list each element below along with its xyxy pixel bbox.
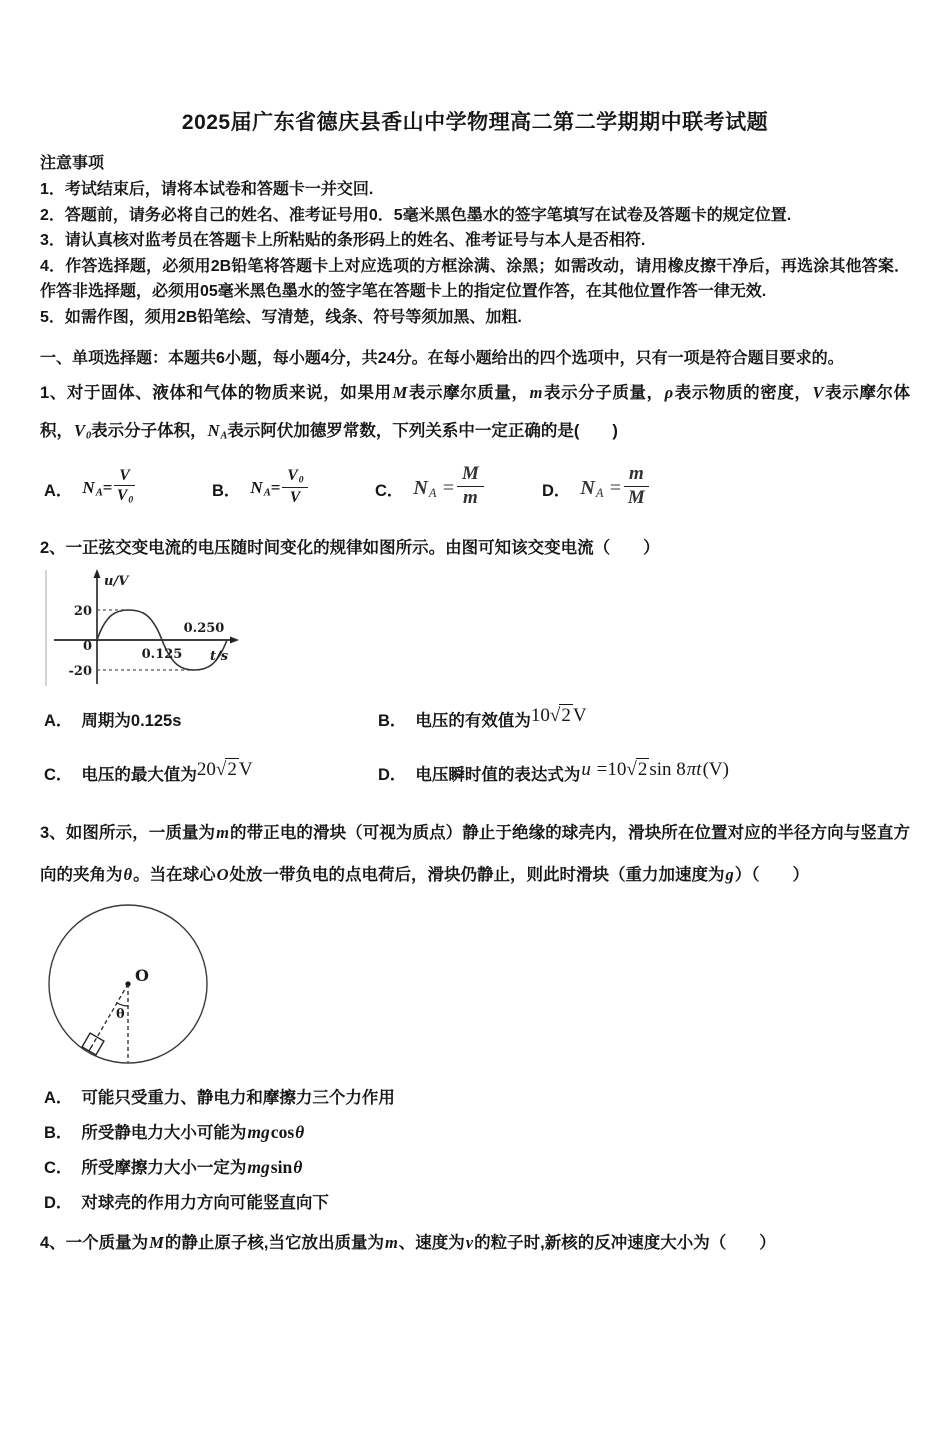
question-1-options xyxy=(40,460,910,518)
option-b-math: 10√2 V xyxy=(530,704,587,726)
option-d-math: u =10√2 sin 8πt(V) xyxy=(581,758,729,780)
question-3-option-a xyxy=(44,1080,910,1115)
option-d-text: 电压瞬时值的表达式为 xyxy=(415,765,581,784)
option-b-label: B． xyxy=(212,481,241,500)
option-a-formula-lhs: NA= xyxy=(82,478,113,499)
question-3-option-c xyxy=(44,1150,910,1185)
option-d-label: D． xyxy=(542,481,571,500)
option-a-fraction xyxy=(114,467,134,506)
x-tick-0250: 0.250 xyxy=(183,620,225,636)
x-axis-label: t/s xyxy=(210,648,229,664)
fraction-denominator: V0 xyxy=(117,487,134,506)
block-square xyxy=(82,1033,104,1055)
fraction-denominator: m xyxy=(463,487,478,509)
question-1-option-a xyxy=(44,469,212,508)
angle-label: θ xyxy=(116,1006,125,1022)
option-b-text: 所受静电力大小可能为 xyxy=(81,1123,247,1142)
question-1-option-c xyxy=(375,463,542,511)
fraction-numerator: V0 xyxy=(282,467,307,488)
question-2-option-b xyxy=(378,706,910,736)
question-2-option-c xyxy=(44,760,378,790)
y-tick-20: 20 xyxy=(73,603,92,619)
option-c-label: C． xyxy=(44,1158,73,1177)
question-3-stem: 3、如图所示，一质量为m的带正电的滑块（可视为质点）静止于绝缘的球壳内，滑块所在位置对应的半径方向与竖直方向的夹角为θ。当在球心O处放一带负电的点电荷后，滑块仍静止，则此时滑块（重力加速度为g）（ ） xyxy=(40,822,910,884)
fraction-numerator: V xyxy=(114,467,134,486)
section-1-header: 一、单项选择题：本题共6小题，每小题4分，共24分。在每小题给出的四个选项中，只有一项是符合题目要求的。 xyxy=(40,350,844,367)
option-c-fraction xyxy=(457,464,484,509)
option-c-math: mgsinθ xyxy=(247,1156,303,1177)
question-1-stem: 1、对于固体、液体和气体的物质来说，如果用M表示摩尔质量，m表示分子质量，ρ表示物质的密度，V表示摩尔体积，V0表示分子体积，NA表示阿伏加德罗常数，下列关系中一定正确的是( ) xyxy=(40,383,910,442)
question-1-option-d xyxy=(542,463,651,511)
option-b-text: 电压的有效值为 xyxy=(415,711,531,730)
option-a-label: A． xyxy=(44,711,73,730)
notice-heading: 注意事项 xyxy=(40,155,105,172)
notice-section xyxy=(40,151,910,330)
option-a-text: 周期为0.125s xyxy=(81,711,182,730)
option-d-label: D． xyxy=(378,765,407,784)
notice-item-5: 5．如需作图，须用2B铅笔绘、写清楚，线条、符号等须加黑、加粗. xyxy=(40,308,522,326)
option-c-formula-lhs: NA = xyxy=(413,476,455,500)
option-b-label: B． xyxy=(44,1123,73,1142)
question-1-option-b xyxy=(212,469,375,508)
question-3-option-b xyxy=(44,1115,910,1150)
fraction-denominator: M xyxy=(627,487,645,509)
page-title: 2025届广东省德庆县香山中学物理高二第二学期期中联考试题 xyxy=(181,111,769,134)
option-d-fraction xyxy=(624,464,649,509)
x-tick-0125: 0.125 xyxy=(141,646,183,662)
option-c-text: 电压的最大值为 xyxy=(81,765,197,784)
y-tick-neg20: -20 xyxy=(68,663,92,679)
option-c-text: 所受摩擦力大小一定为 xyxy=(81,1158,247,1177)
angle-arc xyxy=(117,1002,129,1006)
notice-item-2: 2．答题前，请务必将自己的姓名、准考证号用0．5毫米黑色墨水的签字笔填写在试卷及答题卡的规定位置. xyxy=(40,206,792,224)
question-2-option-a xyxy=(44,706,378,736)
fraction-numerator: m xyxy=(624,464,649,487)
exam-paper xyxy=(0,108,950,1260)
voltage-time-graph xyxy=(42,568,242,688)
notice-item-3: 3．请认真核对监考员在答题卡上所粘贴的条形码上的姓名、准考证号与本人是否相符. xyxy=(40,232,646,249)
question-2-options xyxy=(40,706,910,790)
option-b-fraction xyxy=(282,467,307,506)
option-c-label: C． xyxy=(44,765,73,784)
option-b-label: B． xyxy=(378,711,407,730)
option-d-text: 对球壳的作用力方向可能竖直向下 xyxy=(81,1193,329,1212)
x-axis-arrow xyxy=(230,636,239,643)
notice-item-4: 4．作答选择题，必须用2B铅笔将答题卡上对应选项的方框涂满、涂黑；如需改动，请用橡皮擦干净后，再选涂其他答案．作答非选择题，必须用05毫米黑色墨水的签字笔在答题卡上的指定位置作答，在其他位置作答一律无效. xyxy=(40,257,910,300)
option-d-formula-lhs: NA = xyxy=(580,476,622,500)
question-4-stem: 4、一个质量为M的静止原子核,当它放出质量为m、速度为v的粒子时,新核的反冲速度大小为（ ） xyxy=(40,1232,776,1252)
question-2-stem: 2、一正弦交变电流的电压随时间变化的规律如图所示。由图可知该交变电流（ ） xyxy=(40,538,660,557)
question-3-options xyxy=(40,1080,910,1220)
notice-item-1: 1．考试结束后，请将本试卷和答题卡一并交回. xyxy=(40,181,374,198)
y-tick-0: 0 xyxy=(82,638,92,654)
y-axis-arrow xyxy=(94,569,101,578)
option-a-label: A． xyxy=(44,1088,73,1107)
option-b-math: mgcosθ xyxy=(247,1121,305,1142)
option-c-math: 20√2 V xyxy=(196,758,253,780)
question-2-option-d xyxy=(378,760,910,790)
option-b-formula-lhs: NA= xyxy=(250,478,281,499)
fraction-denominator: V xyxy=(289,489,301,506)
option-a-text: 可能只受重力、静电力和摩擦力三个力作用 xyxy=(81,1088,395,1107)
option-d-label: D． xyxy=(44,1193,73,1212)
question-3-option-d xyxy=(44,1185,910,1220)
option-a-label: A． xyxy=(44,481,73,500)
option-c-label: C． xyxy=(375,481,404,500)
fraction-numerator: M xyxy=(457,464,484,487)
sphere-shell-figure xyxy=(44,900,216,1070)
center-label: O xyxy=(135,965,149,985)
y-axis-label: u/V xyxy=(104,573,129,589)
